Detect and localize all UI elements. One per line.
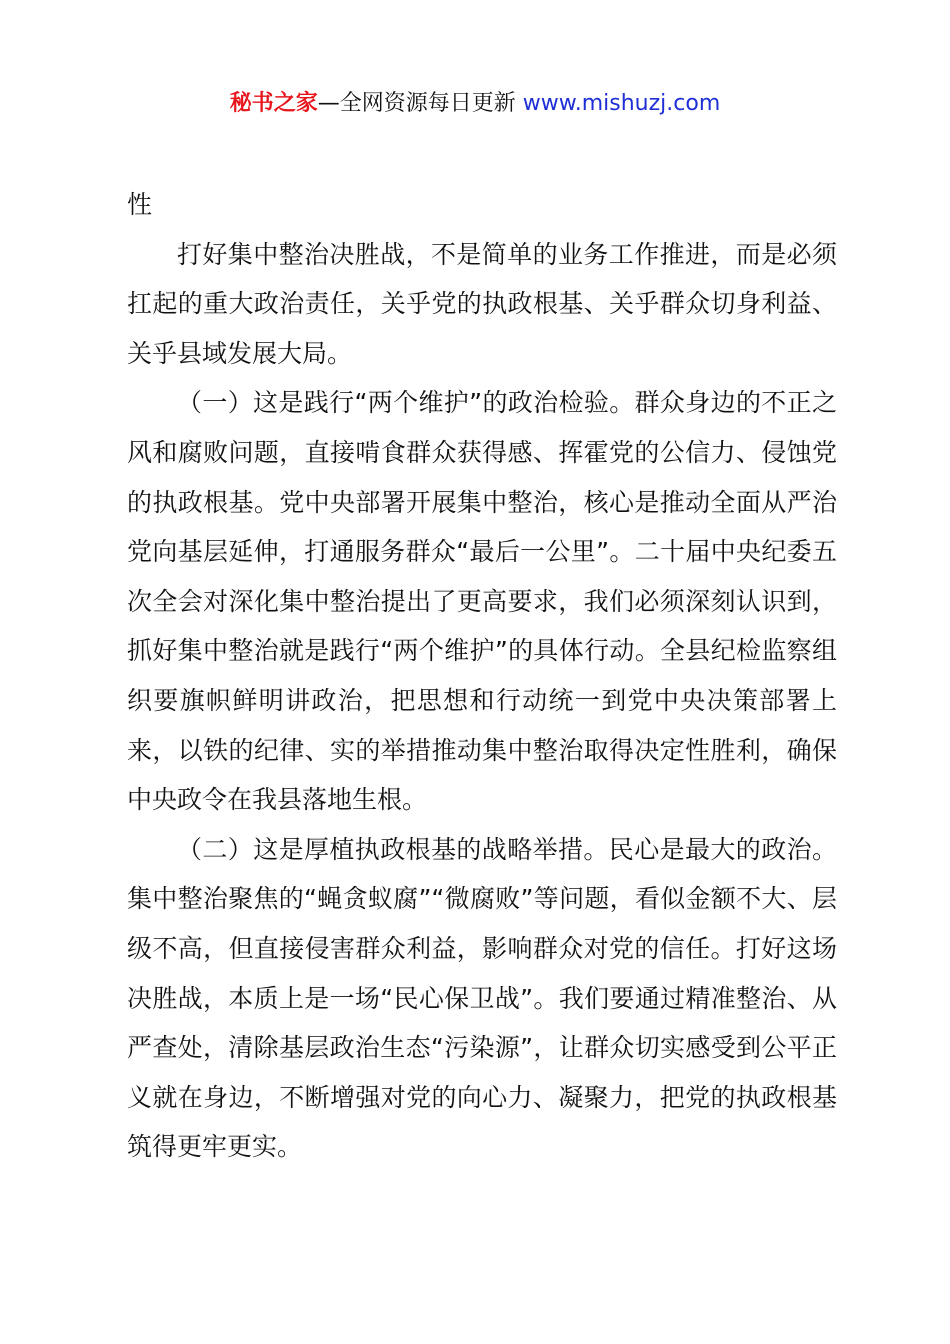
paragraph-continuation: 性 xyxy=(127,190,153,219)
document-body xyxy=(127,180,837,1172)
page-header xyxy=(0,88,950,120)
header-tagline: —全网资源每日更新 xyxy=(317,91,523,116)
brand-name: 秘书之家 xyxy=(229,91,318,116)
site-url-link[interactable]: www.mishuzj.com xyxy=(522,91,721,116)
paragraph-section-2: （二）这是厚植执政根基的战略举措。民心是最大的政治。集中整治聚焦的“蝇贪蚁腐”“微腐败”等问题，看似金额不大、层级不高，但直接侵害群众利益，影响群众对党的信任。打好这场决胜战，本质上是一场“民心保卫战”。我们要通过精准整治、从严查处，清除基层政治生态“污染源”，让群众切实感受到公平正义就在身边，不断增强对党的向心力、凝聚力，把党的执政根基筑得更牢更实。 xyxy=(127,834,837,1162)
paragraph-section-1: （一）这是践行“两个维护”的政治检验。群众身边的不正之风和腐败问题，直接啃食群众获得感、挥霍党的公信力、侵蚀党的执政根基。党中央部署开展集中整治，核心是推动全面从严治党向基层延伸，打通服务群众“最后一公里”。二十届中央纪委五次全会对深化集中整治提出了更高要求，我们必须深刻认识到，抓好集中整治就是践行“两个维护”的具体行动。全县纪检监察组织要旗帜鲜明讲政治，把思想和行动统一到党中央决策部署上来，以铁的纪律、实的举措推动集中整治取得决定性胜利，确保中央政令在我县落地生根。 xyxy=(127,388,837,815)
paragraph-intro: 打好集中整治决胜战，不是简单的业务工作推进，而是必须扛起的重大政治责任，关乎党的执政根基、关乎群众切身利益、关乎县域发展大局。 xyxy=(127,239,837,368)
